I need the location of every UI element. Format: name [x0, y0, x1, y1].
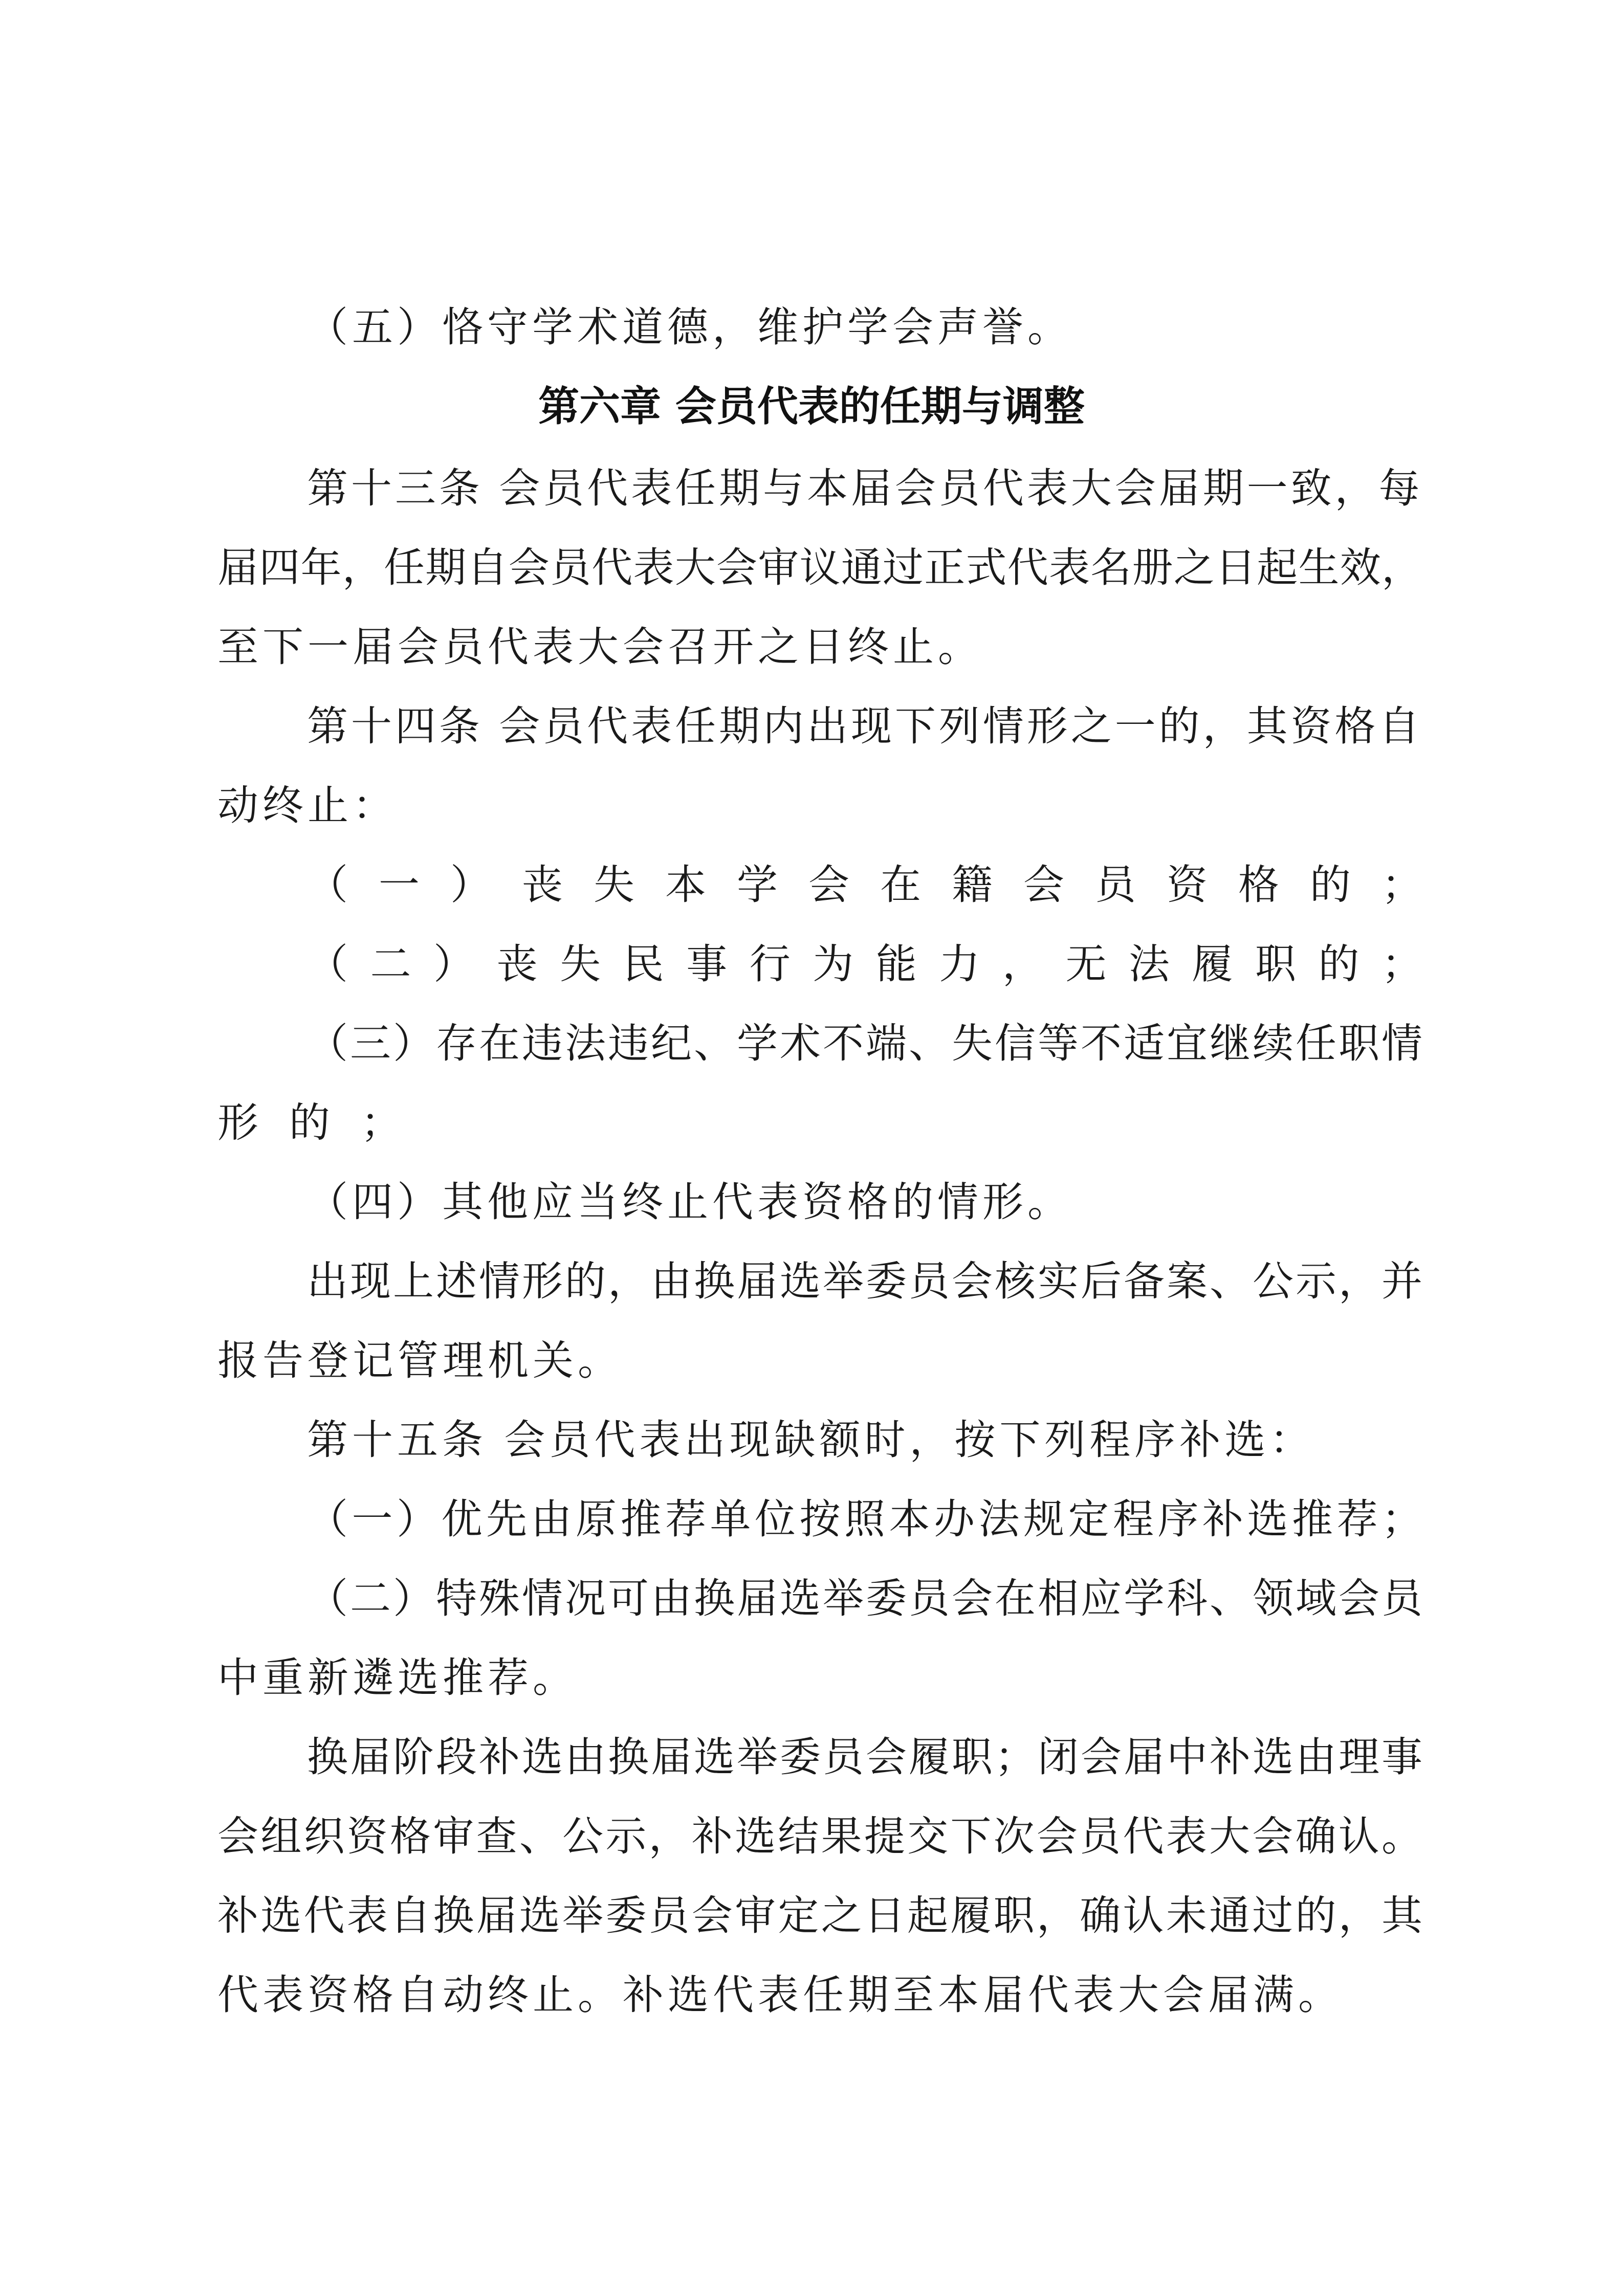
- article-14-note-line-1: 出现上述情形的，由换届选举委员会核实后备案、公示，并: [307, 1257, 1424, 1305]
- article-14-item-2: （二）丧失民事行为能力，无法履职的；: [307, 940, 1445, 988]
- article-14-item-1: （一）丧失本学会在籍会员资格的；: [307, 861, 1453, 909]
- article-14-item-3-line-1: （三）存在违法违纪、学术不端、失信等不适宜继续任职情: [307, 1020, 1424, 1067]
- article-14-line-1: 第十四条 会员代表任期内出现下列情形之一的，其资格自: [307, 702, 1423, 750]
- article-15-note-line-3: 补选代表自换届选举委员会审定之日起履职，确认未通过的，其: [217, 1892, 1425, 1939]
- article-14-item-4: （四）其他应当终止代表资格的情形。: [307, 1178, 1072, 1226]
- article-15-line-1: 第十五条 会员代表出现缺额时，按下列程序补选：: [307, 1416, 1315, 1464]
- article-14-line-2: 动终止：: [217, 782, 398, 829]
- article-13-line-1: 第十三条 会员代表任期与本届会员代表大会届期一致，每: [307, 465, 1423, 512]
- article-15-item-2-line-2: 中重新遴选推荐。: [217, 1654, 578, 1702]
- article-15-note-line-4: 代表资格自动终止。补选代表任期至本届代表大会届满。: [217, 1971, 1343, 2019]
- article-15-note-line-1: 换届阶段补选由换届选举委员会履职；闭会届中补选由理事: [307, 1733, 1424, 1781]
- article-15-item-1: （一）优先由原推荐单位按照本办法规定程序补选推荐；: [307, 1495, 1427, 1543]
- article-14-item-3-line-2: 形的；: [217, 1099, 432, 1146]
- item-five: （五）恪守学术道德，维护学会声誉。: [307, 303, 1072, 351]
- article-15-note-line-2: 会组织资格审查、公示，补选结果提交下次会员代表大会确认。: [217, 1813, 1425, 1860]
- article-15-item-2-line-1: （二）特殊情况可由换届选举委员会在相应学科、领域会员: [307, 1575, 1424, 1622]
- article-14-note-line-2: 报告登记管理机关。: [217, 1337, 623, 1384]
- chapter-heading: 第六章 会员代表的任期与调整: [538, 383, 1085, 430]
- article-13-line-3: 至下一届会员代表大会召开之日终止。: [217, 623, 983, 671]
- article-13-line-2: 届四年，任期自会员代表大会审议通过正式代表名册之日起生效，: [217, 544, 1423, 591]
